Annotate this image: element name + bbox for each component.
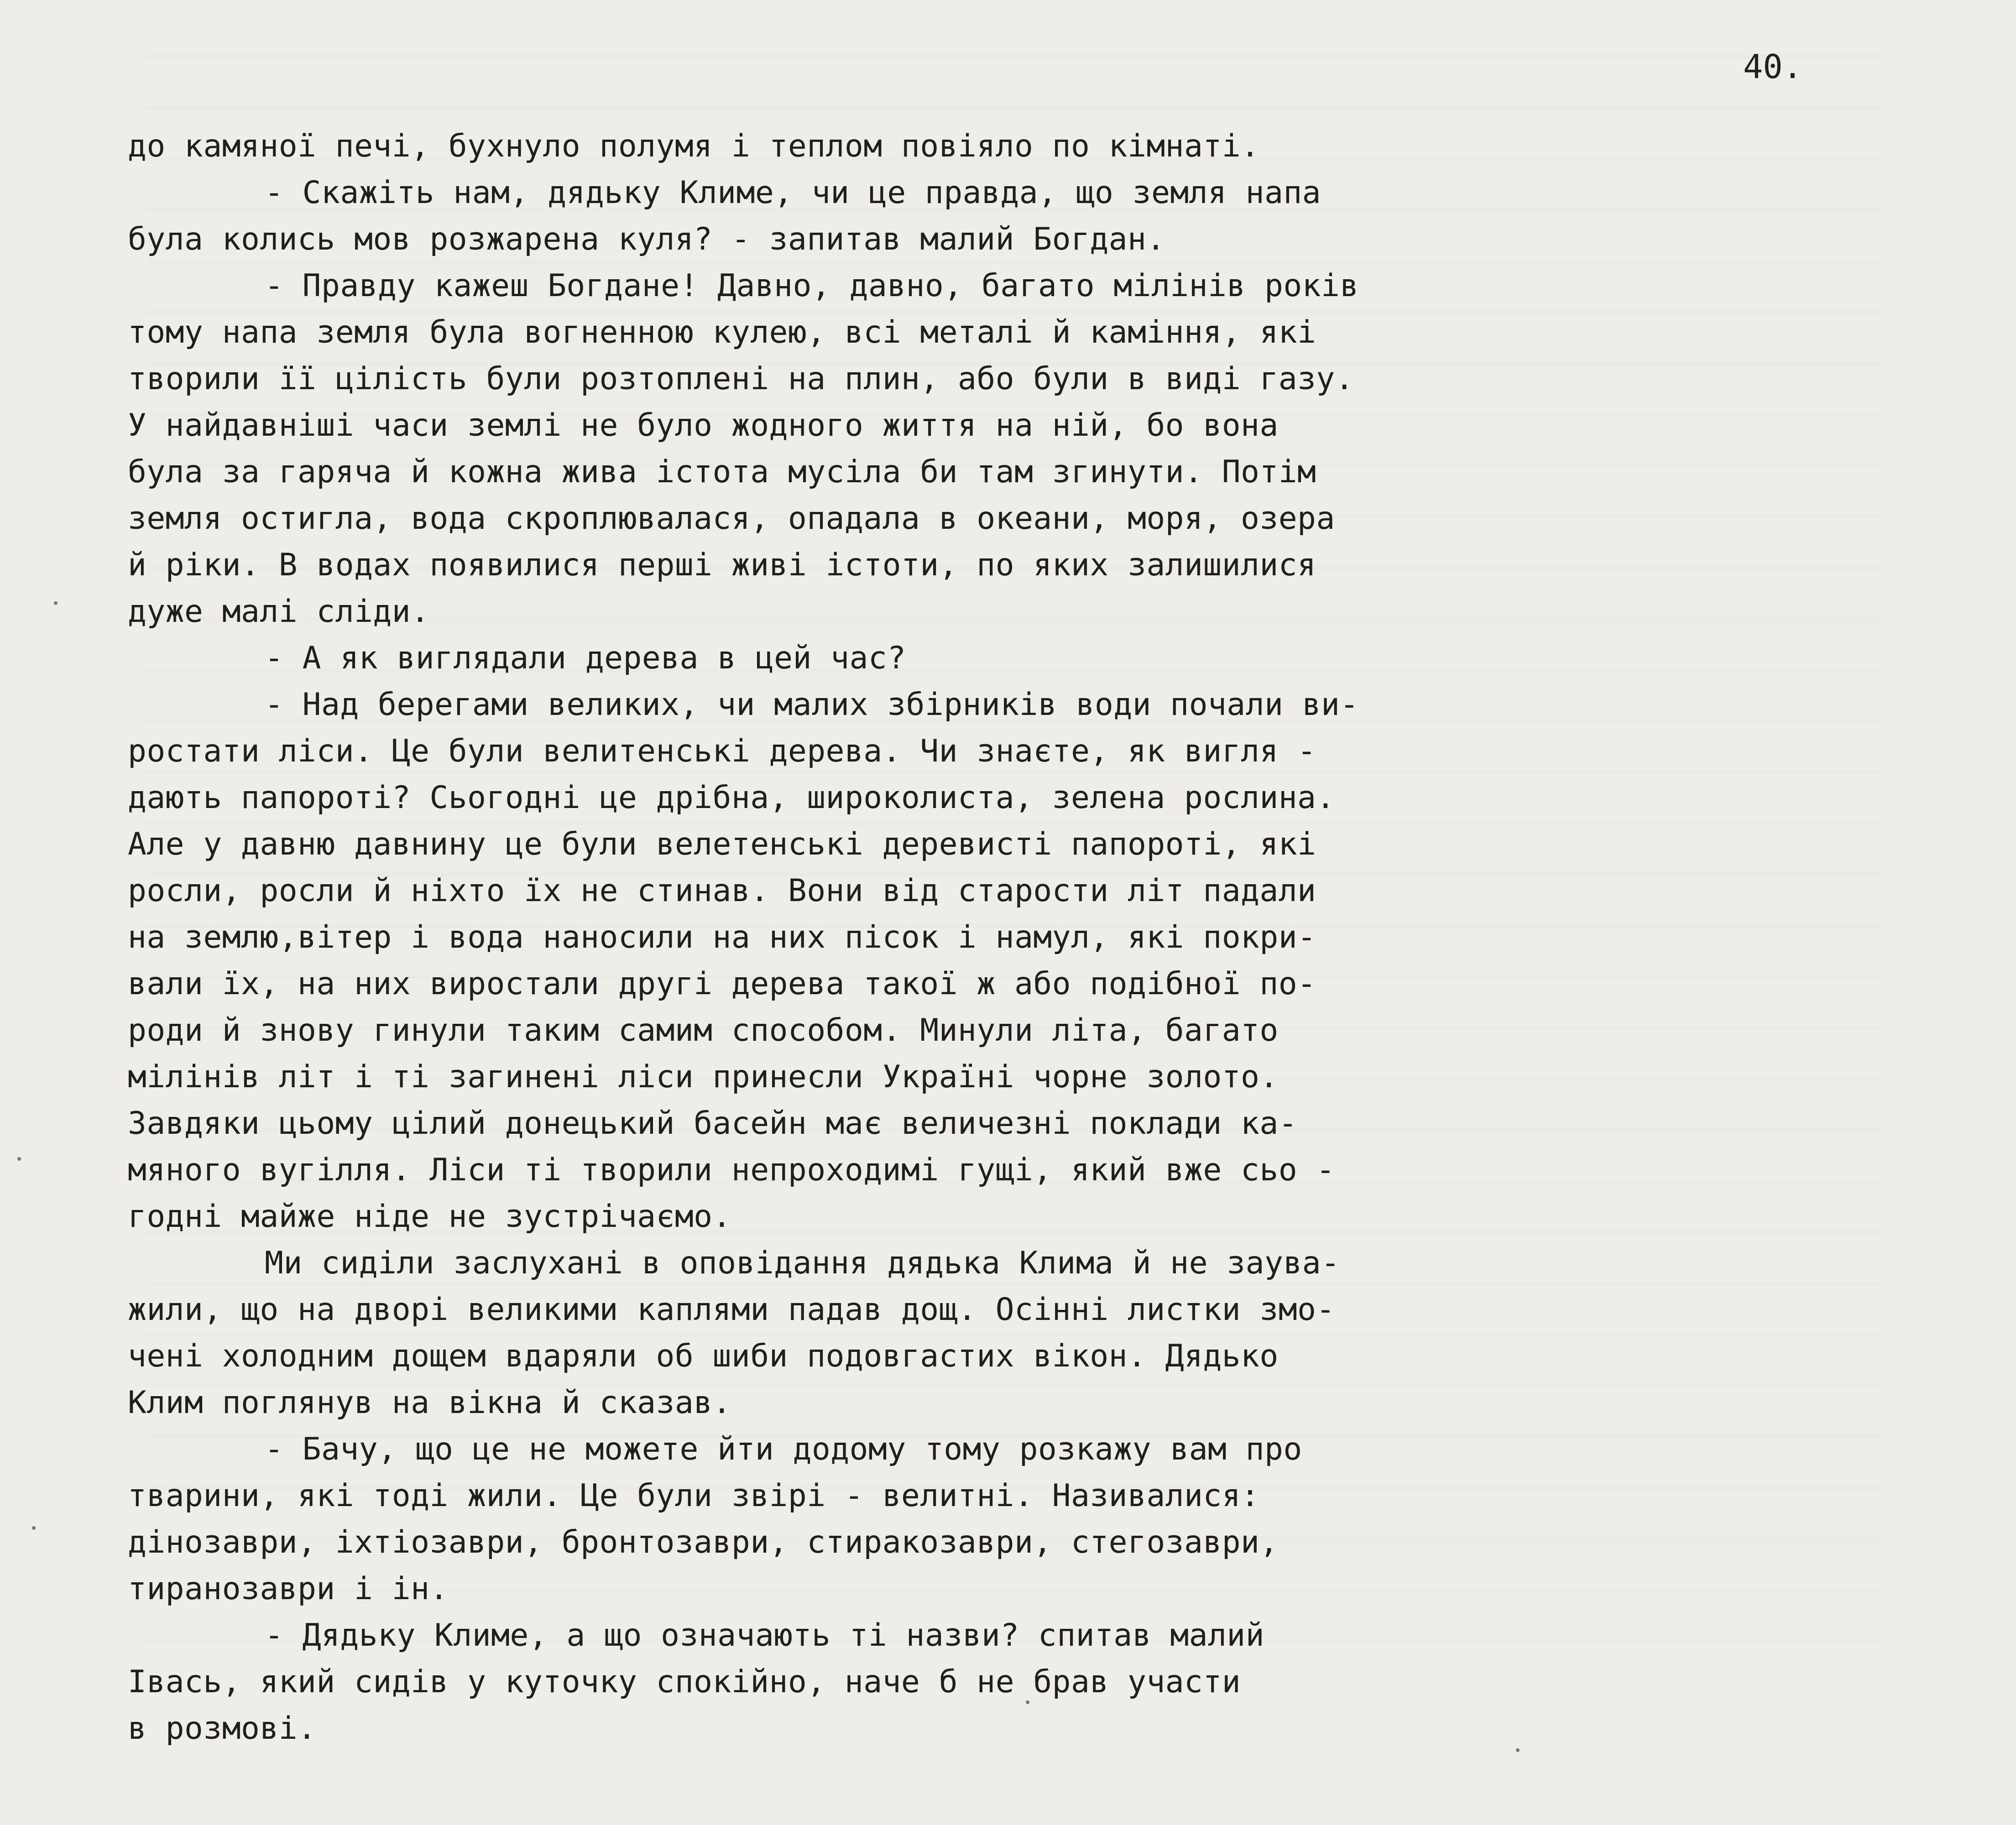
text-line: Ми сиділи заслухані в оповідання дядька Клима й не заува- — [265, 1245, 1340, 1281]
text-line: мілінів літ і ті загинені ліси принесли Україні чорне золото. — [128, 1059, 1279, 1095]
text-line: годні майже ніде не зустрічаємо. — [128, 1199, 731, 1235]
text-line: - Над берегами великих, чи малих збірників води почали ви- — [265, 687, 1359, 723]
text-line: творили її цілість були розтоплені на плин, або були в виді газу. — [128, 361, 1354, 397]
text-line: до камяної печі, бухнуло полумя і теплом повіяло по кімнаті. — [128, 128, 1260, 164]
text-line: Івась, який сидів у куточку спокійно, наче б не брав участи — [128, 1664, 1241, 1700]
text-line: Але у давню давнину це були велетенські деревисті папороті, які — [128, 826, 1316, 862]
text-line: мяного вугілля. Ліси ті творили непроходимі гущі, який вже сьо - — [128, 1152, 1335, 1188]
text-line: ростати ліси. Це були велитенські дерева. Чи знаєте, як вигля - — [128, 733, 1316, 769]
text-line: тварини, які тоді жили. Це були звірі - велитні. Називалися: — [128, 1478, 1260, 1514]
text-line: - Правду кажеш Богдане! Давно, давно, багато мілінів років — [265, 268, 1359, 304]
text-line: - А як виглядали дерева в цей час? — [265, 640, 906, 676]
text-line: - Скажіть нам, дядьку Климе, чи це правда, що земля напа — [265, 175, 1321, 211]
ink-speck — [54, 601, 57, 605]
text-line: жили, що на дворі великими каплями падав дощ. Осінні листки змо- — [128, 1292, 1335, 1328]
ink-speck — [17, 1157, 21, 1161]
text-line: в розмові. — [128, 1710, 317, 1747]
ink-speck — [1026, 1700, 1029, 1704]
text-line: дають папороті? Сьогодні це дрібна, широколиста, зелена рослина. — [128, 780, 1335, 816]
text-line: дуже малі сліди. — [128, 594, 430, 630]
text-line: була колись мов розжарена куля? - запитав малий Богдан. — [128, 221, 1165, 257]
text-line: тому напа земля була вогненною кулею, всі металі й каміння, які — [128, 314, 1316, 350]
text-line: тиранозаври і ін. — [128, 1571, 449, 1607]
text-line: Завдяки цьому цілий донецький басейн має величезні поклади ка- — [128, 1105, 1298, 1142]
text-line: - Дядьку Климе, а що означають ті назви? спитав малий — [265, 1617, 1264, 1653]
text-line: У найдавніші часи землі не було жодного життя на ній, бо вона — [128, 407, 1279, 443]
text-line: роди й знову гинули таким самим способом. Минули літа, багато — [128, 1012, 1279, 1048]
text-line: чені холодним дощем вдаряли об шиби подовгастих вікон. Дядько — [128, 1338, 1279, 1374]
text-line: дінозаври, іхтіозаври, бронтозаври, стиракозаври, стегозаври, — [128, 1524, 1279, 1560]
ink-speck — [32, 1526, 36, 1530]
text-line: була за гаряча й кожна жива істота мусіла би там згинути. Потім — [128, 454, 1316, 490]
text-line: й ріки. В водах появилися перші живі істоти, по яких залишилися — [128, 547, 1316, 583]
text-line: на землю,вітер і вода наносили на них пісок і намул, які покри- — [128, 919, 1316, 955]
text-line: Клим поглянув на вікна й сказав. — [128, 1385, 731, 1421]
page-text — [128, 123, 1907, 1752]
text-line: росли, росли й ніхто їх не стинав. Вони від старости літ падали — [128, 873, 1316, 909]
page-number: 40. — [1743, 47, 1803, 86]
text-line: вали їх, на них виростали другі дерева такої ж або подібної по- — [128, 966, 1316, 1002]
text-line: - Бачу, що це не можете йти додому тому розкажу вам про — [265, 1431, 1302, 1467]
text-line: земля остигла, вода скроплювалася, опадала в океани, моря, озера — [128, 501, 1335, 537]
ink-speck — [1516, 1748, 1520, 1752]
